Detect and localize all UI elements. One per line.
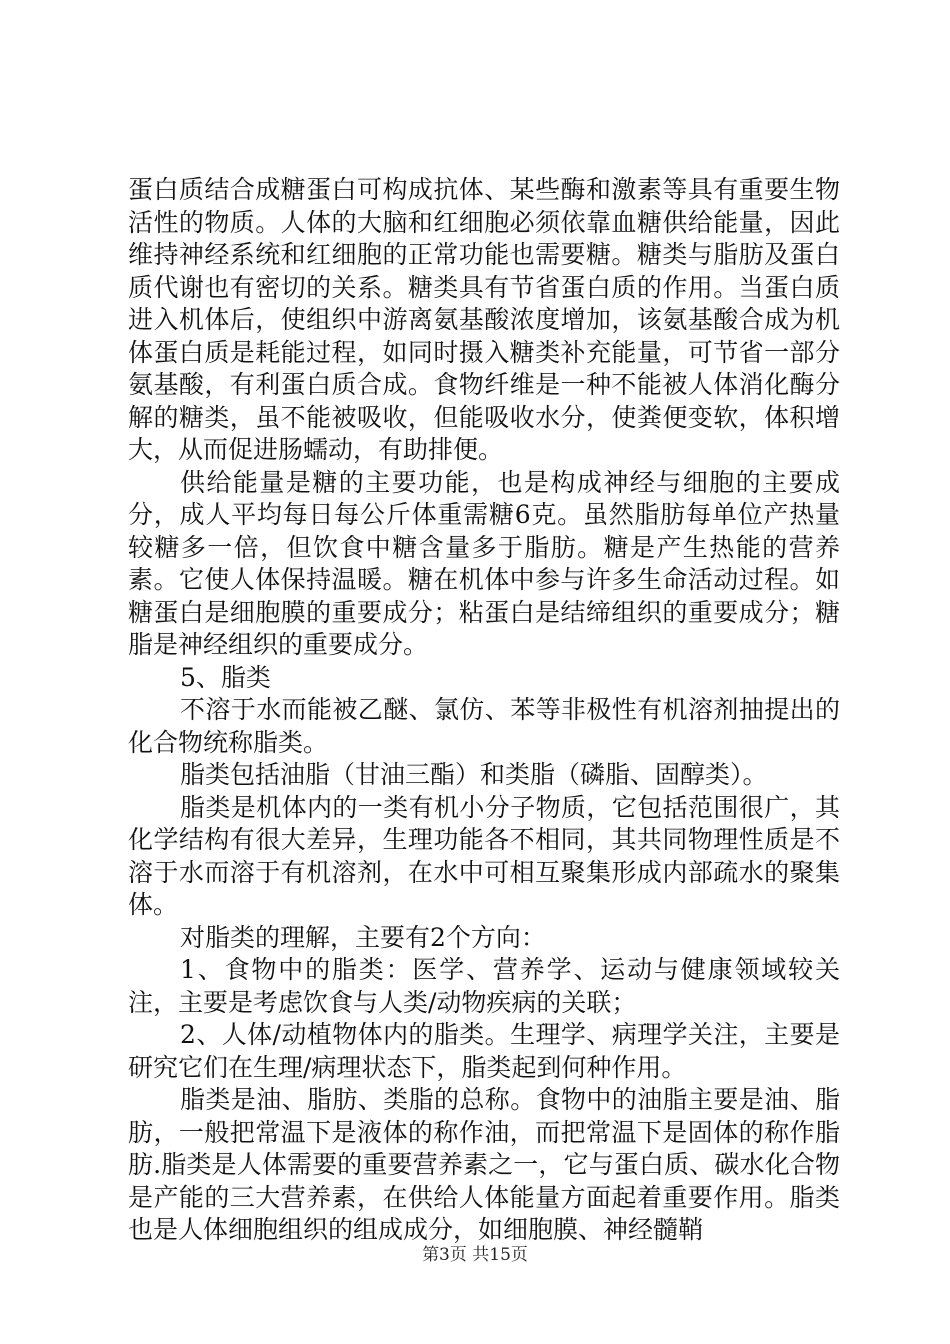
section-heading-lipids: 5、脂类 — [180, 662, 271, 692]
paragraph-lipid-summary: 脂类是油、脂肪、类脂的总称。食物中的油脂主要是油、脂肪，一般把常温下是液体的称作油，而把常温下是固体的称作脂肪.脂类是人体需要的重要营养素之一，它与蛋白质、碳水化合物是产能的三大营养素，在供给人体能量方面起着重要作用。脂类也是人体细胞组织的组成成分，如细胞膜、神经髓鞘 — [128, 1085, 840, 1244]
list-item-body-lipids: 2、人体/动植物体内的脂类。生理学、病理学关注，主要是研究它们在生理/病理状态下，脂类起到何种作用。 — [128, 1020, 840, 1082]
list-item-food-lipids: 1、食物中的脂类：医学、营养学、运动与健康领域较关注，主要是考虑饮食与人类/动物疾病的关联； — [128, 955, 840, 1017]
paragraph-lipid-properties: 脂类是机体内的一类有机小分子物质，它包括范围很广，其化学结构有很大差异，生理功能各不相同，其共同物理性质是不溶于水而溶于有机溶剂，在水中可相互聚集形成内部疏水的聚集体。 — [128, 792, 840, 919]
paragraph-lipid-classes: 脂类包括油脂（甘油三酯）和类脂（磷脂、固醇类）。 — [180, 760, 768, 789]
paragraph-lipid-definition: 不溶于水而能被乙醚、氯仿、苯等非极性有机溶剂抽提出的化合物统称脂类。 — [128, 695, 840, 757]
document-body — [128, 174, 840, 1247]
paragraph-two-directions: 对脂类的理解，主要有2个方向： — [180, 922, 546, 952]
page-number-footer: 第3页 共15页 — [422, 1245, 528, 1265]
paragraph-carbohydrate-functions: 蛋白质结合成糖蛋白可构成抗体、某些酶和激素等具有重要生物活性的物质。人体的大脑和红细胞必须依靠血糖供给能量，因此维持神经系统和红细胞的正常功能也需要糖。糖类与脂肪及蛋白质代谢也有密切的关系。糖类具有节省蛋白质的作用。当蛋白质进入机体后，使组织中游离氨基酸浓度增加，该氨基酸合成为机体蛋白质是耗能过程，如同时摄入糖类补充能量，可节省一部分氨基酸，有利蛋白质合成。食物纤维是一种不能被人体消化酶分解的糖类，虽不能被吸收，但能吸收水分，使粪便变软，体积增大，从而促进肠蠕动，有助排便。 — [128, 175, 840, 464]
paragraph-energy-supply: 供给能量是糖的主要功能，也是构成神经与细胞的主要成分，成人平均每日每公斤体重需糖6克。虽然脂肪每单位产热量较糖多一倍，但饮食中糖含量多于脂肪。糖是产生热能的营养素。它使人体保持温暖。糖在机体中参与许多生命活动过程。如糖蛋白是细胞膜的重要成分；粘蛋白是结缔组织的重要成分；糖脂是神经组织的重要成分。 — [128, 467, 840, 659]
